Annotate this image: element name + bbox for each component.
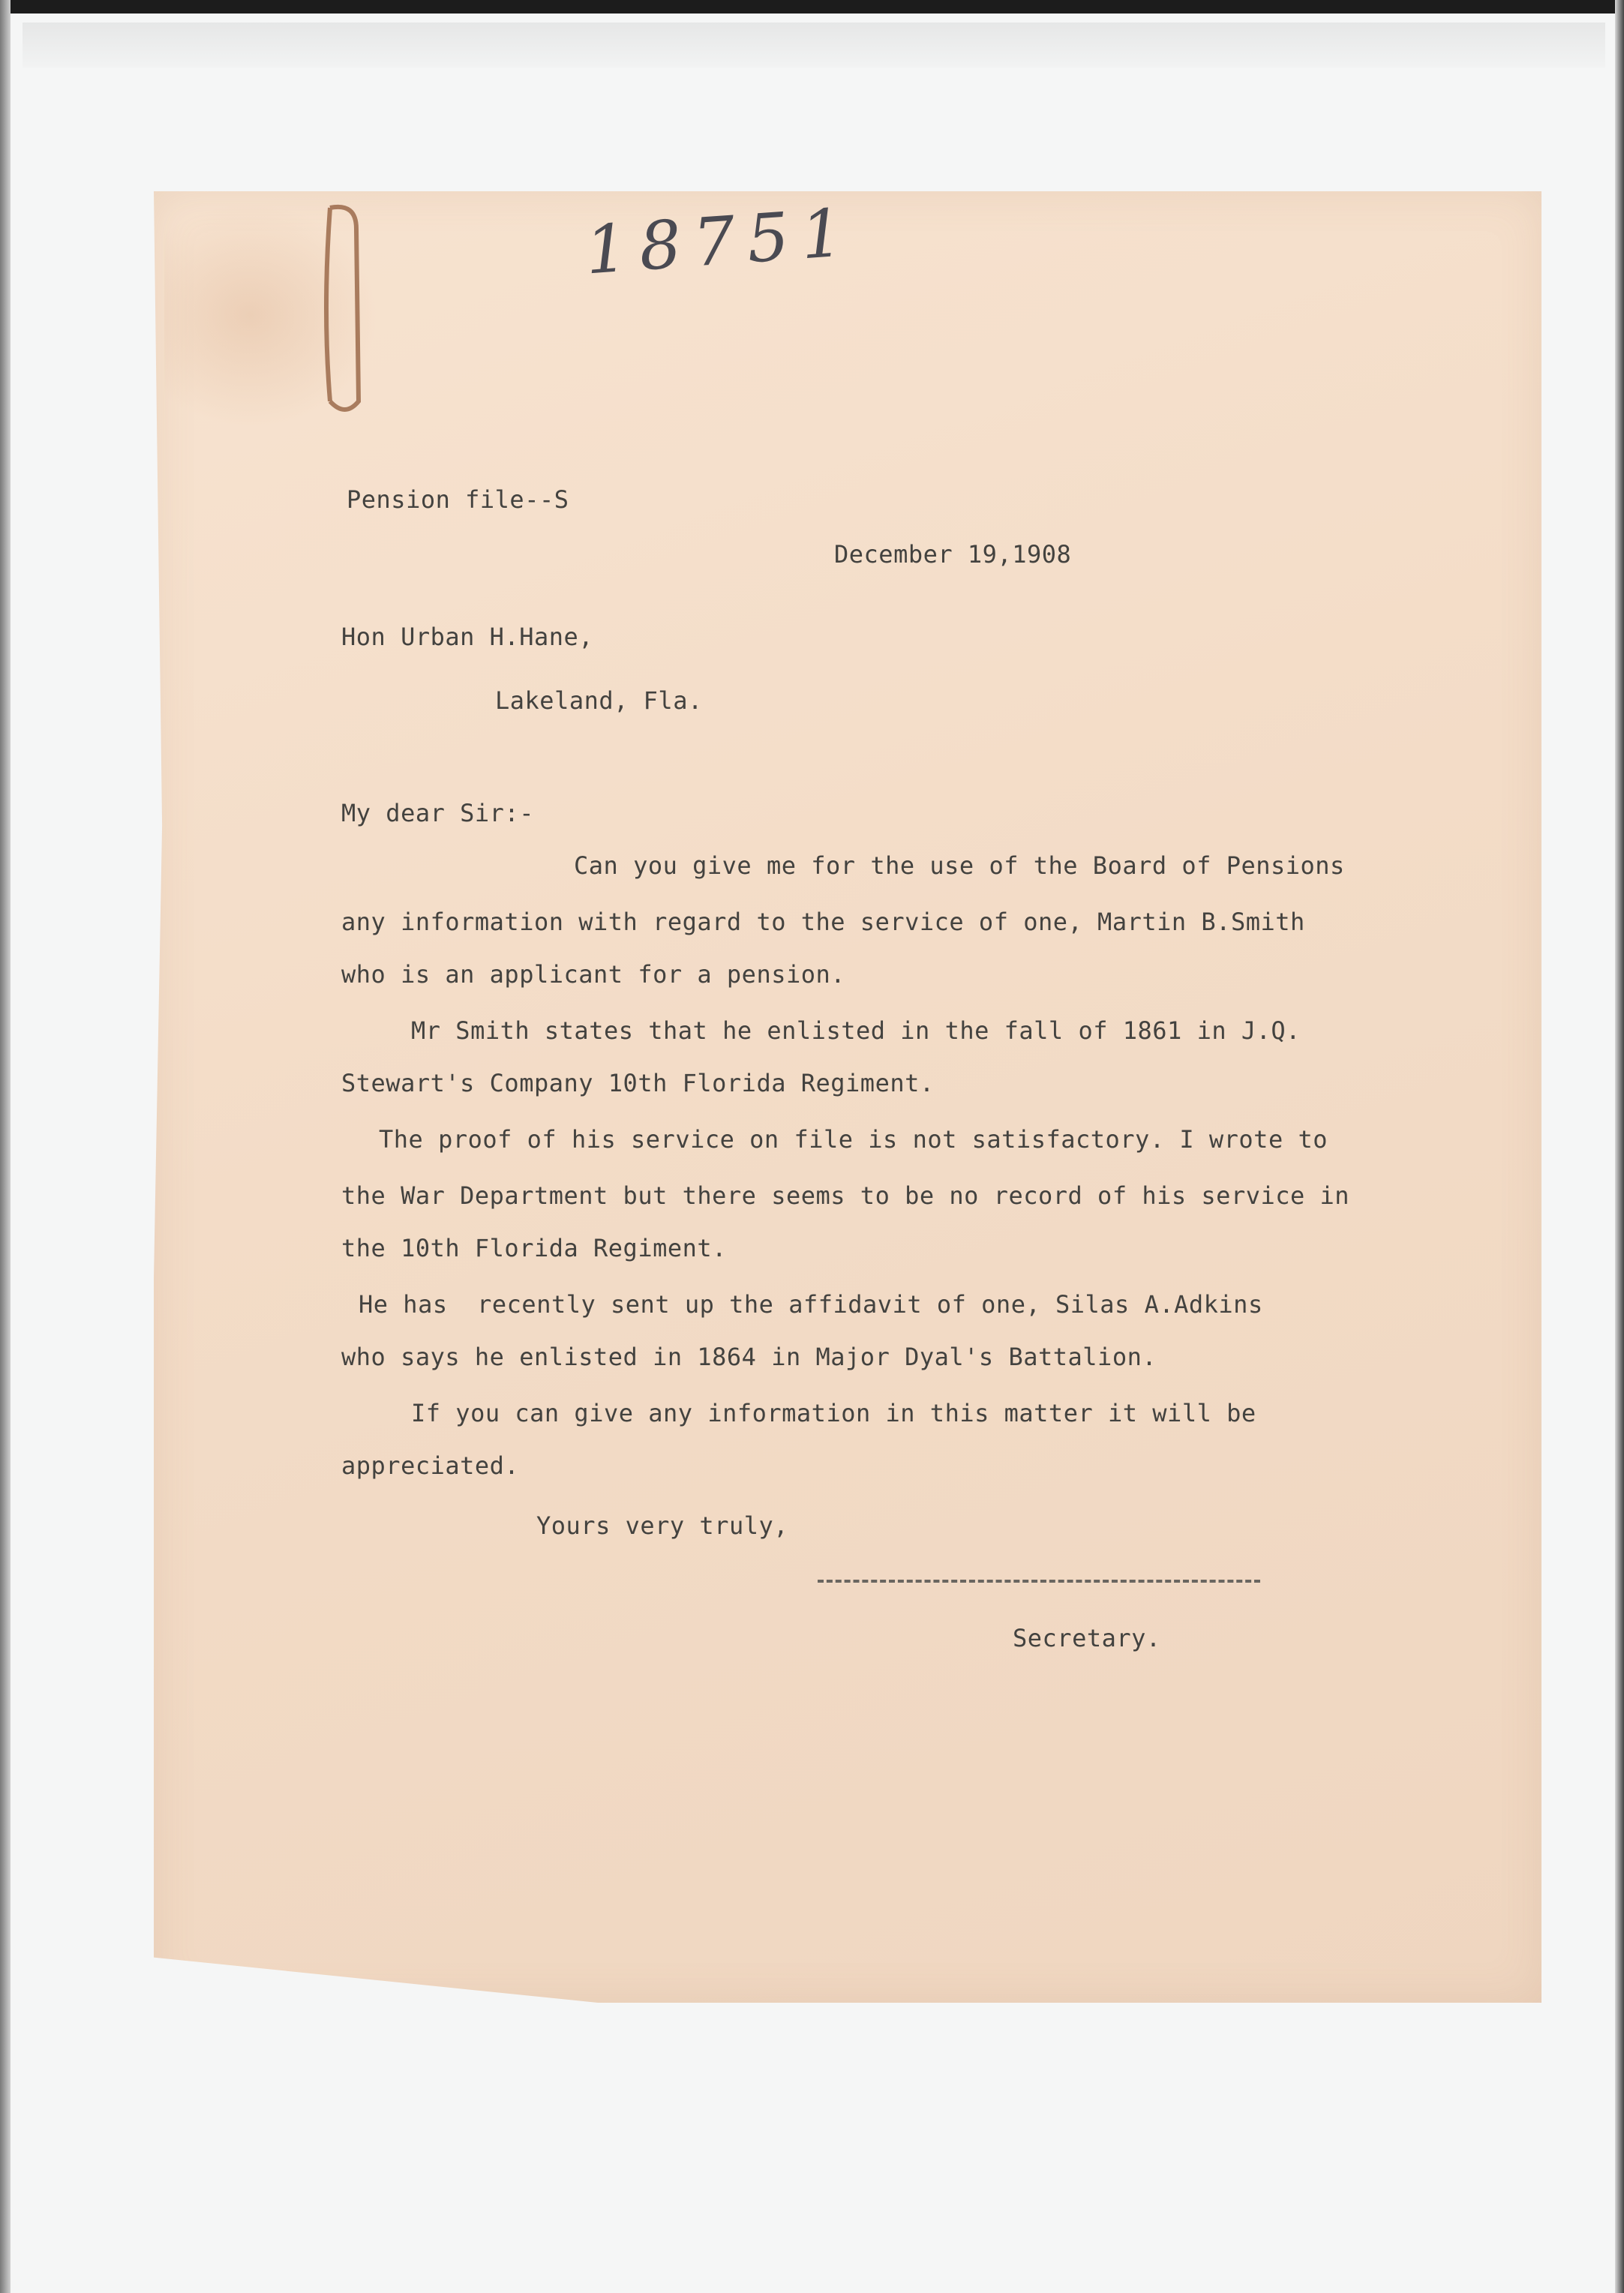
body-line: He has recently sent up the affidavit of one, Silas A.Adkins xyxy=(359,1290,1263,1319)
body-line: If you can give any information in this matter it will be xyxy=(411,1399,1256,1427)
file-reference: Pension file--S xyxy=(347,485,569,514)
signature-title: Secretary. xyxy=(1013,1624,1161,1652)
body-line: any information with regard to the service of one, Martin B.Smith xyxy=(341,908,1305,936)
body-line: who is an applicant for a pension. xyxy=(341,960,846,989)
closing: Yours very truly, xyxy=(536,1511,789,1540)
handwritten-file-number: 18751 xyxy=(582,193,858,290)
salutation: My dear Sir:- xyxy=(341,799,534,827)
scan-top-edge xyxy=(0,0,1624,14)
signature-line xyxy=(818,1580,1260,1583)
paper-clip-mark xyxy=(315,199,398,424)
body-line: Can you give me for the use of the Board of Pensions xyxy=(574,851,1345,880)
body-line: The proof of his service on file is not satisfactory. I wrote to xyxy=(379,1125,1328,1154)
recipient-name: Hon Urban H.Hane, xyxy=(341,623,594,651)
recipient-place: Lakeland, Fla. xyxy=(495,686,703,715)
body-line: the War Department but there seems to be no record of his service in xyxy=(341,1181,1350,1210)
letter-date: December 19,1908 xyxy=(834,540,1072,569)
body-line: who says he enlisted in 1864 in Major Dyal's Battalion. xyxy=(341,1343,1157,1371)
scan-left-edge xyxy=(0,0,11,2293)
body-line: appreciated. xyxy=(341,1451,520,1480)
body-line: the 10th Florida Regiment. xyxy=(341,1234,727,1262)
body-line: Stewart's Company 10th Florida Regiment. xyxy=(341,1069,935,1097)
body-line: Mr Smith states that he enlisted in the fall of 1861 in J.Q. xyxy=(411,1016,1301,1045)
scan-right-edge xyxy=(1615,0,1624,2293)
scanner-glass-band xyxy=(23,23,1605,68)
